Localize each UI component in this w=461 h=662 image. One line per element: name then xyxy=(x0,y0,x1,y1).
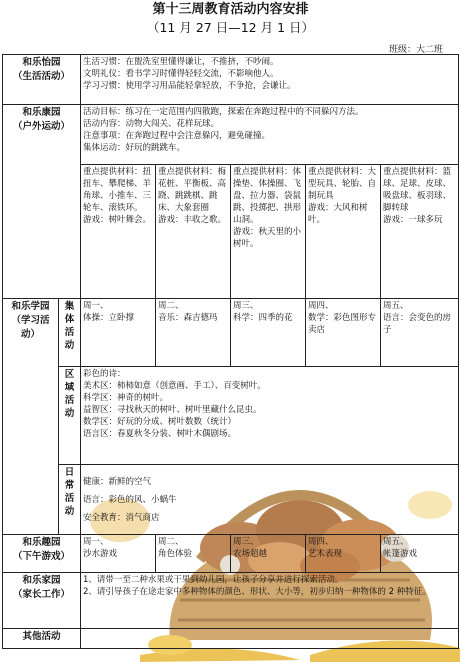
home-content xyxy=(81,573,459,629)
life-line: 学习习惯：使用学习用品能轻拿轻放，不争抢，会谦让。 xyxy=(83,81,296,91)
group-activity-label: 集体活动 xyxy=(59,299,81,367)
area-line: 数学区：好玩的分成、树叶数数（统计） xyxy=(83,417,237,427)
outdoor-day-wed: 重点提供材料：体操垫、体操圈、飞盘、拉力器、袋鼠跳、投掷把、拱形山洞。 游戏：秋天里的小树叶。 xyxy=(231,165,306,299)
daily-content xyxy=(81,465,459,535)
afternoon-day-mon: 周一、 沙水游戏 xyxy=(81,535,156,573)
outdoor-label: 和乐康园 （户外运动） xyxy=(3,105,81,299)
area-line: 美术区：柿柿如意（创意画、手工）、百变树叶。 xyxy=(83,381,266,391)
home-label: 和乐家园 （家长工作） xyxy=(3,573,81,629)
study-area-row xyxy=(3,367,459,465)
activity-plan-table xyxy=(2,54,459,649)
study-label: 和乐学园（学习活动） xyxy=(3,299,59,535)
life-line: 文明礼仪：看书学习时懂得轻轻交流，不影响他人。 xyxy=(83,69,279,79)
life-row xyxy=(3,55,459,105)
outdoor-line: 集体运动：好玩的跳跳车。 xyxy=(83,143,186,153)
outdoor-line: 注意事项：在奔跑过程中会注意躲闪，避免碰撞。 xyxy=(83,131,271,141)
afternoon-day-thu: 周四、 艺术表现 xyxy=(306,535,381,573)
area-line: 彩色的诗： xyxy=(83,369,126,379)
group-day-fri: 周五、 语言：会变色的房子 xyxy=(381,299,459,367)
daily-activity-label: 日常活动 xyxy=(59,465,81,535)
outdoor-line: 活动目标：练习在一定范围内四散跑，探索在奔跑过程中的不同躲闪方法。 xyxy=(83,107,364,117)
life-label: 和乐怡园 （生活活动） xyxy=(3,55,81,105)
group-day-mon: 周一、 体操：立卧撑 xyxy=(81,299,156,367)
life-line: 生活习惯：在盥洗室里懂得谦让，不推挤，不吵闹。 xyxy=(83,57,279,67)
outdoor-day-fri: 重点提供材料：篮球、足球、皮球、吸盘球、板羽球、脚转球 游戏：一球多玩 xyxy=(381,165,459,299)
daily-line: 健康：新鲜的空气 xyxy=(83,476,152,487)
page-title: 第十三周教育活动内容安排 xyxy=(152,2,309,17)
outdoor-day-mon: 重点提供材料：扭扭车、攀爬梯、羊角球、小推车、三轮车、滚铁环。 游戏：树叶舞会。 xyxy=(81,165,156,299)
outdoor-goals xyxy=(81,105,459,165)
class-label: 班级：大二班 xyxy=(388,45,443,55)
outdoor-day-tue: 重点提供材料：梅花桩、平衡板、高跷、跳跳棋、跳床、大象套圈 游戏：丰收之歌。 xyxy=(156,165,231,299)
home-row xyxy=(3,573,459,629)
life-content xyxy=(81,55,459,105)
outdoor-day-thu: 重点提供材料：大型玩具、轮胎、自制玩具 游戏：大风和树叶。 xyxy=(306,165,381,299)
afternoon-label: 和乐趣园 （下午游戏） xyxy=(3,535,81,573)
afternoon-day-fri: 周五、 帐篷游戏 xyxy=(381,535,459,573)
group-day-tue: 周二、 音乐：森吉德玛 xyxy=(156,299,231,367)
area-activity-label: 区域活动 xyxy=(59,367,81,465)
other-row xyxy=(3,629,459,649)
other-content xyxy=(81,629,459,649)
daily-line: 语言：彩色的风、小蜗牛 xyxy=(83,494,177,505)
study-daily-row xyxy=(3,465,459,535)
daily-line: 安全教育：消气商店 xyxy=(83,512,160,523)
home-line: 2、请引导孩子在途走家中多种物体的颜色、形状、大小等，初步归纳一种物体的 2 种特征。 xyxy=(83,587,431,597)
other-label: 其他活动 xyxy=(3,629,81,649)
outdoor-line: 活动内容：动物大闯关、花样玩球。 xyxy=(83,119,220,129)
area-line: 益智区：寻找秋天的树叶、树叶里藏什么昆虫。 xyxy=(83,405,262,415)
area-content xyxy=(81,367,459,465)
area-line: 科学区：神奇的树叶。 xyxy=(83,393,169,403)
afternoon-day-wed: 周三、 农场超越 xyxy=(231,535,306,573)
afternoon-day-tue: 周二、 角色体验 xyxy=(156,535,231,573)
group-day-wed: 周三、 科学：四季的花 xyxy=(231,299,306,367)
area-line: 语言区：春夏秋冬分装、树叶木偶剧场。 xyxy=(83,429,237,439)
home-line: 1、请带一至二种水果或干果到幼儿园，让孩子分享并进行探索活动。 xyxy=(83,575,344,585)
group-day-thu: 周四、 数学：彩色图形专卖店 xyxy=(306,299,381,367)
date-range: （11 月 27 日—12 月 1 日） xyxy=(146,20,314,35)
outdoor-goals-row xyxy=(3,105,459,165)
afternoon-row xyxy=(3,535,459,573)
study-group-row xyxy=(3,299,459,367)
